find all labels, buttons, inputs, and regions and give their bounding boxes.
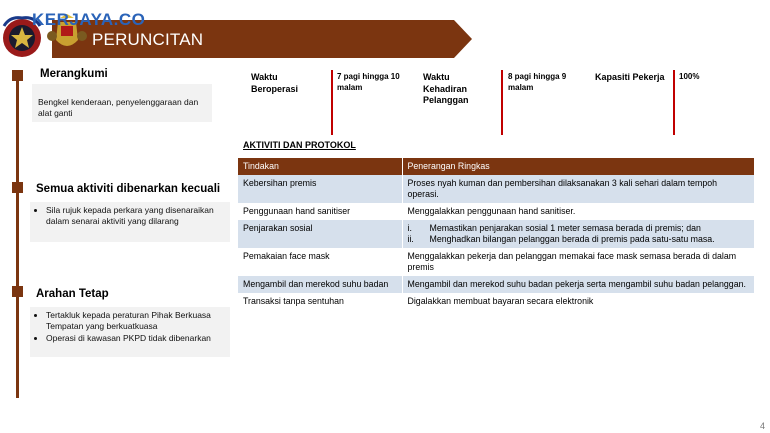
table-header-row xyxy=(238,158,754,175)
item-number: i. xyxy=(407,223,412,233)
item-text: Menghadkan bilangan pelanggan berada di premis pada satu-satu masa. xyxy=(429,234,715,244)
timeline-marker xyxy=(12,286,23,297)
table-cell-action: Penggunaan hand sanitiser xyxy=(238,203,402,220)
section-title-kecuali: Semua aktiviti dibenarkan kecuali xyxy=(36,183,221,195)
numbered-item xyxy=(408,223,750,234)
bullet-item: • Sila rujuk kepada perkara yang disenaraikan dalam senarai aktiviti yang dilarang xyxy=(46,205,224,227)
table-row xyxy=(238,220,754,248)
page-title: PERUNCITAN xyxy=(92,30,204,49)
divider-line xyxy=(501,70,503,135)
waktu-beroperasi-label: Waktu Beroperasi xyxy=(251,72,299,94)
page-number: 4 xyxy=(760,421,766,431)
table-cell-action: Penjarakan sosial xyxy=(238,220,402,248)
divider-line xyxy=(331,70,333,135)
bullet-item: • Tertakluk kepada peraturan Pihak Berkuasa Tempatan yang berkuatkuasa xyxy=(46,310,224,332)
section-title-merangkumi: Merangkumi xyxy=(40,68,108,80)
table-row xyxy=(238,203,754,220)
waktu-kehadiran-value: 8 pagi hingga 9 malam xyxy=(508,72,567,92)
table-row xyxy=(238,248,754,276)
protocol-table xyxy=(238,158,754,310)
column-header: Tindakan xyxy=(238,158,402,175)
timeline-line xyxy=(16,70,19,398)
table-cell-desc: Proses nyah kuman dan pembersihan dilaksanakan 3 kali sehari dalam tempoh operasi. xyxy=(402,175,754,203)
section-panel-arahan-tetap xyxy=(30,307,230,357)
waktu-beroperasi-value: 7 pagi hingga 10 malam xyxy=(337,72,400,92)
table-cell-action: Kebersihan premis xyxy=(238,175,402,203)
section-text: Bengkel kenderaan, penyelenggaraan dan alat ganti xyxy=(38,97,199,118)
kapasiti-pekerja-value: 100% xyxy=(679,72,700,81)
section-title-arahan-tetap: Arahan Tetap xyxy=(36,288,109,300)
table-row xyxy=(238,293,754,310)
table-cell-desc: Menggalakkan penggunaan hand sanitiser. xyxy=(402,203,754,220)
item-number: ii. xyxy=(407,234,414,244)
table-cell-desc: Menggalakkan pekerja dan pelanggan memakai face mask semasa berada di dalam premis xyxy=(402,248,754,276)
kapasiti-pekerja-label: Kapasiti Pekerja xyxy=(595,72,665,82)
column-header: Penerangan Ringkas xyxy=(402,158,754,175)
table-cell-action: Transaksi tanpa sentuhan xyxy=(238,293,402,310)
table-title: AKTIVITI DAN PROTOKOL xyxy=(243,140,356,150)
section-panel-kecuali xyxy=(30,202,230,242)
watermark-text: KERJAYA.CO xyxy=(32,10,146,29)
section-panel-merangkumi xyxy=(32,84,212,122)
numbered-item xyxy=(408,234,750,245)
table-cell-desc xyxy=(402,220,754,248)
waktu-kehadiran-label: Waktu Kehadiran Pelanggan xyxy=(423,72,469,105)
item-text: Memastikan penjarakan sosial 1 meter semasa berada di premis; dan xyxy=(429,223,701,233)
table-cell-desc: Mengambil dan merekod suhu badan pekerja serta mengambil suhu badan pelanggan. xyxy=(402,276,754,293)
table-cell-desc: Digalakkan membuat bayaran secara elektronik xyxy=(402,293,754,310)
timeline-marker xyxy=(12,182,23,193)
table-cell-action: Mengambil dan merekod suhu badan xyxy=(238,276,402,293)
table-row xyxy=(238,276,754,293)
bullet-item: • Operasi di kawasan PKPD tidak dibenarkan xyxy=(46,333,224,344)
divider-line xyxy=(673,70,675,135)
table-row xyxy=(238,175,754,203)
table-cell-action: Pemakaian face mask xyxy=(238,248,402,276)
timeline-marker xyxy=(12,70,23,81)
